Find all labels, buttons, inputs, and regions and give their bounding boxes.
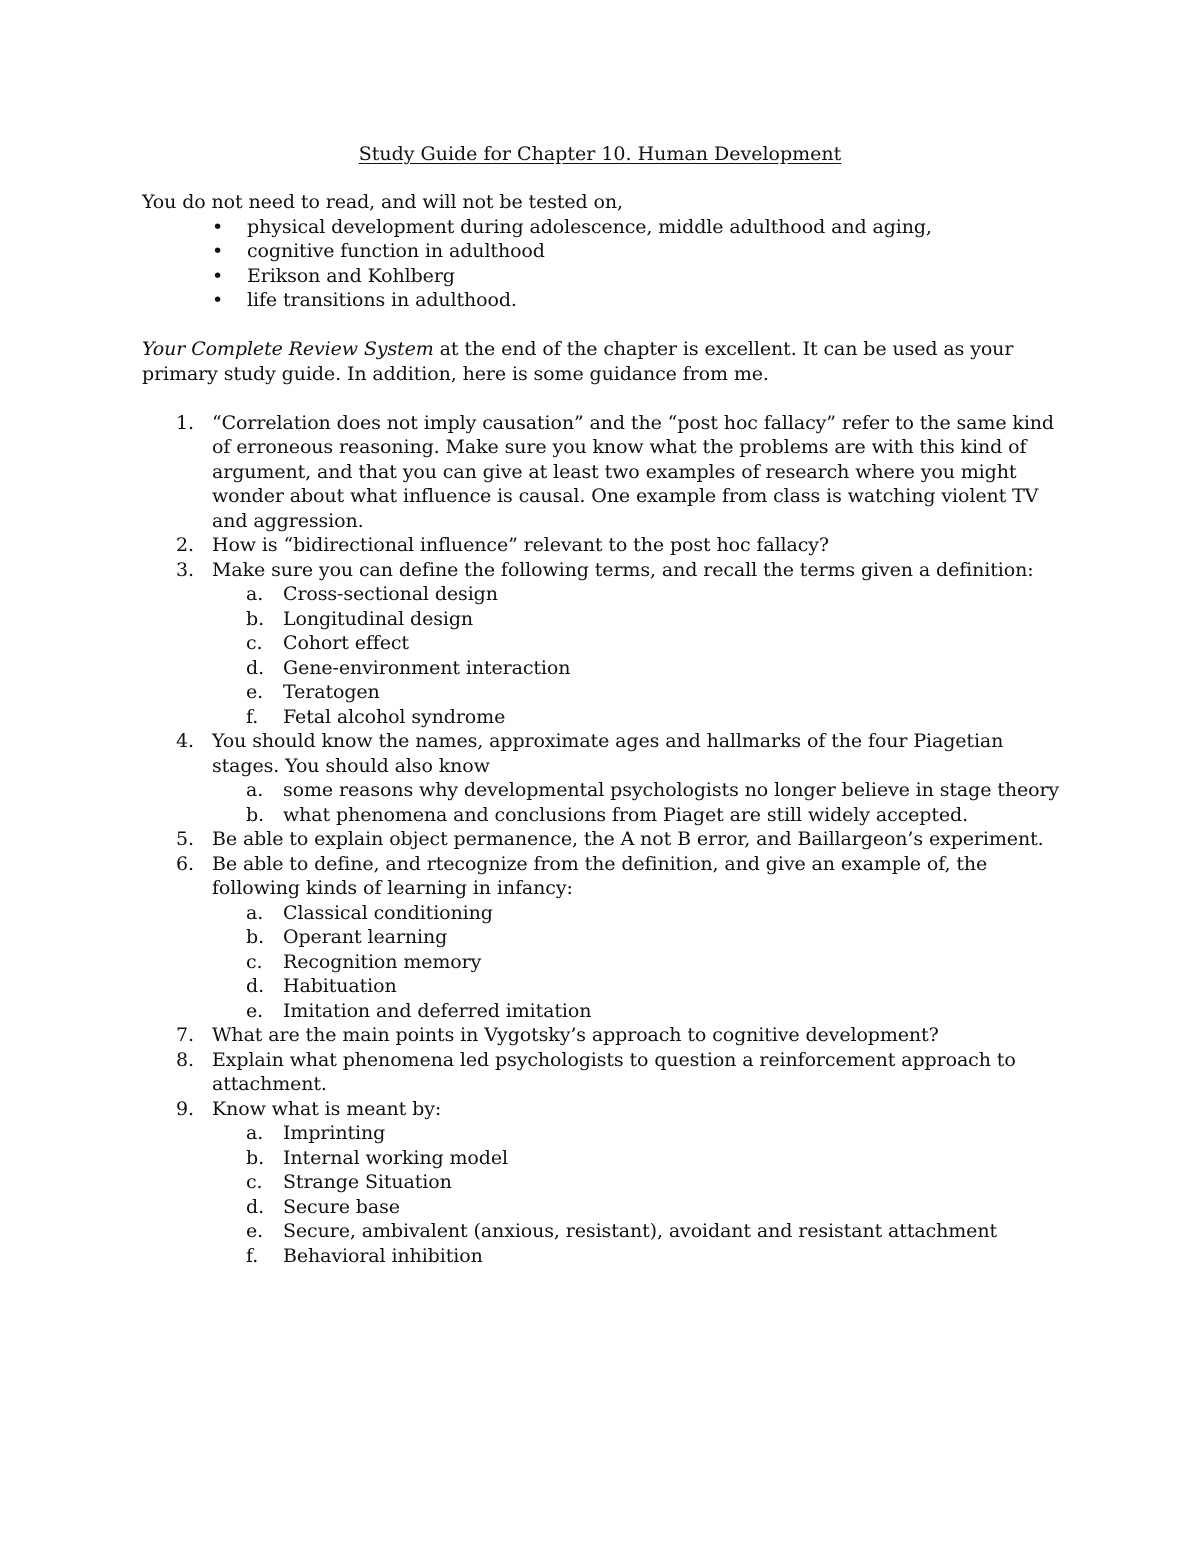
- page-title: Study Guide for Chapter 10. Human Development: [358, 143, 842, 165]
- study-question: [142, 729, 1062, 827]
- sub-item-letter: b.: [246, 803, 265, 826]
- sub-item-letter: a.: [246, 1122, 264, 1144]
- sub-item: [212, 1244, 1062, 1269]
- question-text: Explain what phenomena led psychologists to question a reinforcement approach to attachment.: [212, 1048, 1016, 1095]
- study-question: [142, 827, 1062, 852]
- sub-item-text: Secure base: [283, 1195, 400, 1218]
- sub-item-text: Longitudinal design: [283, 607, 474, 630]
- sub-item: [212, 1195, 1062, 1220]
- bullet-icon: •: [212, 215, 224, 238]
- sub-item-letter: c.: [246, 1171, 263, 1193]
- sub-item: [212, 974, 1062, 999]
- sub-item: [212, 656, 1062, 681]
- sub-item: [212, 607, 1062, 632]
- sub-item: [212, 925, 1062, 950]
- question-number: 2.: [176, 534, 194, 556]
- sub-item-letter: f.: [246, 1244, 259, 1267]
- sub-item-letter: f.: [246, 705, 259, 728]
- sub-item: [212, 1170, 1062, 1195]
- question-number: 5.: [176, 828, 194, 850]
- not-tested-text: life transitions in adulthood.: [247, 289, 517, 311]
- intro-text: You do not need to read, and will not be tested on,: [142, 191, 623, 213]
- review-text: at the end of the chapter is excellent. It can be used as your primary study guide. In addition, here is some guidance from me.: [142, 338, 1014, 385]
- sub-item-text: Teratogen: [283, 681, 380, 703]
- sub-item-text: Habituation: [283, 975, 397, 997]
- document-body: [142, 190, 1062, 1268]
- sub-item-text: some reasons why developmental psychologists no longer believe in stage theory: [283, 779, 1060, 801]
- sub-item-text: what phenomena and conclusions from Piaget are still widely accepted.: [283, 803, 969, 826]
- sub-item-letter: b.: [246, 607, 265, 630]
- question-number: 6.: [176, 852, 194, 875]
- sub-item-letter: d.: [246, 656, 265, 679]
- question-number: 8.: [176, 1048, 194, 1071]
- sub-list: [212, 901, 1062, 1024]
- sub-item: [212, 803, 1062, 828]
- study-question: [142, 1023, 1062, 1048]
- study-question: [142, 1048, 1062, 1097]
- bullet-icon: •: [212, 264, 224, 287]
- sub-item: [212, 1146, 1062, 1171]
- sub-item-text: Classical conditioning: [283, 901, 493, 924]
- sub-item-text: Recognition memory: [283, 950, 482, 973]
- question-text: “Correlation does not imply causation” and the “post hoc fallacy” refer to the same kind of erroneous reasoning. Make sure you know what the problems are with this kind of argument, and that you can give at least two examples of research where you might wonder about what influence is causal. One example from class is watching violent TV and aggression.: [212, 411, 1054, 532]
- sub-item-text: Secure, ambivalent (anxious, resistant), avoidant and resistant attachment: [283, 1220, 997, 1242]
- sub-item: [212, 631, 1062, 656]
- not-tested-item: [142, 215, 1062, 240]
- sub-item-letter: d.: [246, 1195, 265, 1218]
- question-number: 1.: [176, 411, 194, 434]
- question-text: How is “bidirectional influence” relevant to the post hoc fallacy?: [212, 534, 830, 556]
- question-text: Be able to explain object permanence, the A not B error, and Baillargeon’s experiment.: [212, 828, 1044, 850]
- sub-list: [212, 778, 1062, 827]
- not-tested-text: physical development during adolescence, middle adulthood and aging,: [247, 215, 932, 238]
- question-text: Know what is meant by:: [212, 1097, 442, 1120]
- review-paragraph: [142, 337, 1062, 386]
- sub-item-letter: b.: [246, 926, 265, 948]
- bullet-icon: •: [212, 289, 224, 311]
- question-number: 7.: [176, 1024, 194, 1046]
- sub-item: [212, 950, 1062, 975]
- sub-item-text: Fetal alcohol syndrome: [283, 705, 506, 728]
- sub-item-text: Strange Situation: [283, 1171, 452, 1193]
- bullet-icon: •: [212, 240, 224, 262]
- question-number: 4.: [176, 730, 194, 752]
- question-text: Be able to define, and rtecognize from the definition, and give an example of, the following kinds of learning in infancy:: [212, 852, 988, 899]
- not-tested-text: Erikson and Kohlberg: [247, 264, 455, 287]
- sub-item-letter: e.: [246, 1220, 264, 1242]
- sub-item-text: Gene-environment interaction: [283, 656, 571, 679]
- question-text: What are the main points in Vygotsky’s approach to cognitive development?: [212, 1024, 939, 1046]
- sub-item-letter: e.: [246, 999, 264, 1022]
- sub-item-letter: a.: [246, 583, 264, 605]
- study-question: [142, 1097, 1062, 1269]
- study-question: [142, 558, 1062, 730]
- sub-item: [212, 778, 1062, 803]
- study-question: [142, 533, 1062, 558]
- question-number: 9.: [176, 1097, 194, 1120]
- sub-item: [212, 705, 1062, 730]
- sub-item-letter: a.: [246, 901, 264, 924]
- not-tested-item: [142, 288, 1062, 313]
- not-tested-item: [142, 239, 1062, 264]
- sub-item-letter: c.: [246, 950, 263, 973]
- sub-item-letter: b.: [246, 1146, 265, 1169]
- not-tested-text: cognitive function in adulthood: [247, 240, 545, 262]
- sub-item-text: Cohort effect: [283, 632, 409, 654]
- sub-item: [212, 1121, 1062, 1146]
- sub-list: [212, 582, 1062, 729]
- question-number: 3.: [176, 558, 194, 581]
- question-text: Make sure you can define the following terms, and recall the terms given a definition:: [212, 558, 1034, 581]
- study-question: [142, 852, 1062, 1024]
- review-system-title: Your Complete Review System: [142, 338, 434, 360]
- sub-item-text: Operant learning: [283, 926, 448, 948]
- sub-item: [212, 680, 1062, 705]
- sub-item-text: Imprinting: [283, 1122, 386, 1144]
- sub-item-letter: e.: [246, 681, 264, 703]
- sub-item-text: Imitation and deferred imitation: [283, 999, 592, 1022]
- sub-item: [212, 582, 1062, 607]
- study-question: [142, 411, 1062, 534]
- sub-item-letter: c.: [246, 632, 263, 654]
- question-text: You should know the names, approximate ages and hallmarks of the four Piagetian stages. You should also know: [212, 730, 1004, 777]
- sub-item-letter: a.: [246, 779, 264, 801]
- sub-item: [212, 901, 1062, 926]
- sub-item: [212, 1219, 1062, 1244]
- not-tested-list: [142, 215, 1062, 313]
- sub-item-text: Internal working model: [283, 1146, 508, 1169]
- study-questions-list: [142, 411, 1062, 1269]
- sub-list: [212, 1121, 1062, 1268]
- sub-item-text: Cross-sectional design: [283, 583, 498, 605]
- sub-item-letter: d.: [246, 975, 265, 997]
- not-tested-item: [142, 264, 1062, 289]
- sub-item-text: Behavioral inhibition: [283, 1244, 483, 1267]
- sub-item: [212, 999, 1062, 1024]
